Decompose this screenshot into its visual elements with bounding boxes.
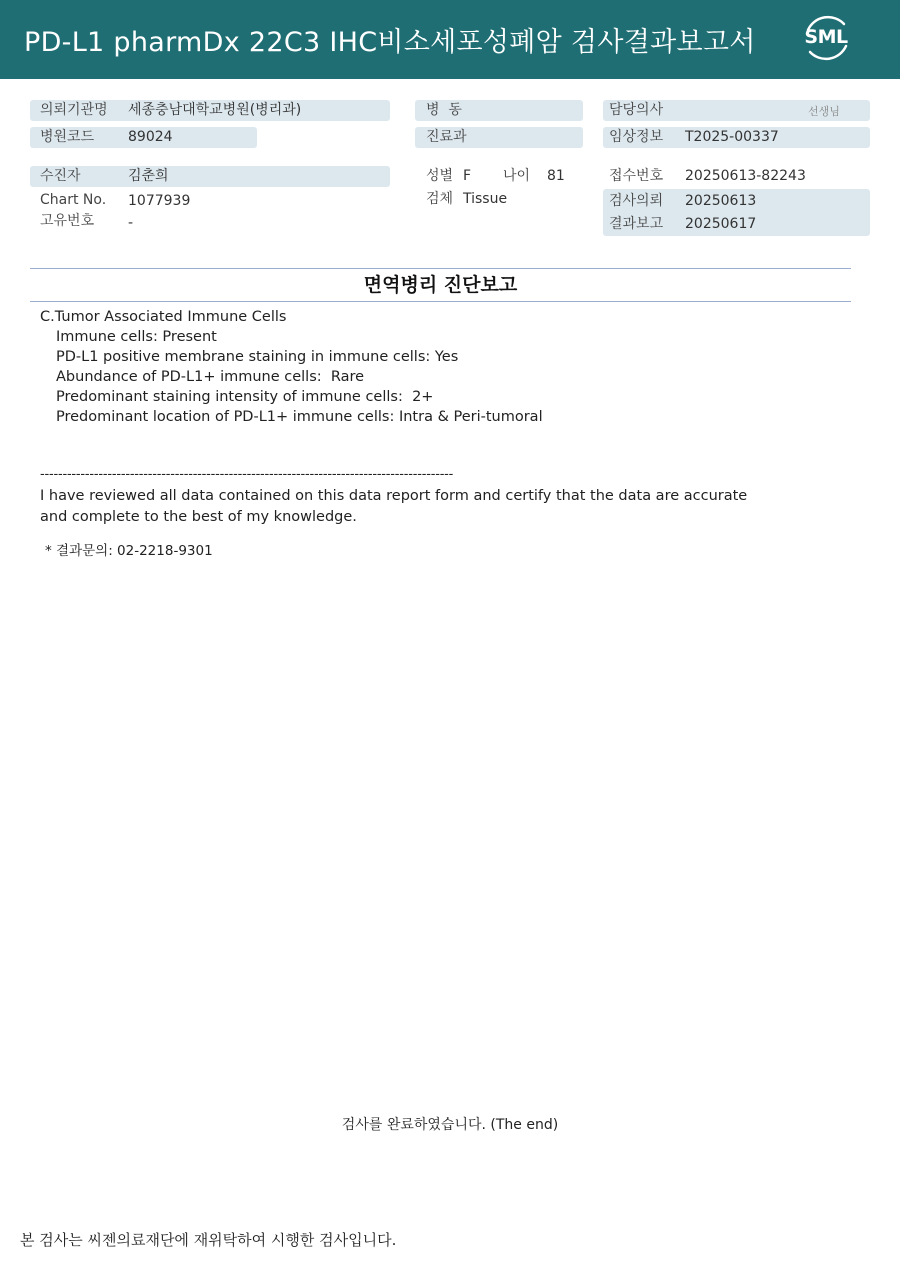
ward-label: 병 동 [426,102,462,118]
patient-value: 김춘희 [128,168,169,184]
institution-label: 의뢰기관명 [40,102,108,118]
sml-logo [800,12,852,64]
report-line: Abundance of PD-L1+ immune cells: Rare [56,369,365,385]
report-date-label: 결과보고 [609,216,664,232]
report-line: Predominant staining intensity of immune cells: 2+ [56,389,434,405]
report-date-value: 20250617 [685,216,757,232]
chart-no-value: 1077939 [128,193,191,209]
doctor-suffix: 선생님 [808,105,840,118]
sex-value: F [463,168,472,184]
clinical-info-value: T2025-00337 [685,129,779,145]
report-line: Immune cells: Present [56,329,217,345]
patient-label: 수진자 [40,168,81,184]
report-title: PD-L1 pharmDx 22C3 IHC비소세포성폐암 검사결과보고서 [24,27,756,58]
request-date-label: 검사의뢰 [609,193,664,209]
section-title: 면역병리 진단보고 [363,274,518,296]
clinical-info-label: 임상정보 [609,129,664,145]
receipt-no-value: 20250613-82243 [685,168,806,184]
doctor-label: 담당의사 [609,102,664,118]
report-heading-line: C.Tumor Associated Immune Cells [40,309,287,325]
age-value: 81 [547,168,565,184]
report-line: PD-L1 positive membrane staining in immune cells: Yes [56,349,459,365]
specimen-label: 검체 [426,191,454,207]
hospital-code-label: 병원코드 [40,129,95,145]
report-line: Predominant location of PD-L1+ immune cells: Intra & Peri-tumoral [56,409,543,425]
age-label: 나이 [503,168,531,184]
certify-line-1: I have reviewed all data contained on this data report form and certify that the data are accurate [40,488,748,504]
request-date-value: 20250613 [685,193,757,209]
sex-label: 성별 [426,168,454,184]
unique-no-value: - [128,215,134,231]
report-header [0,0,900,79]
divider-line: -------------------------------------------------------------------------------------------- [40,467,454,482]
logo-text: SML [804,26,848,48]
chart-no-label: Chart No. [40,192,107,208]
certify-line-2: and complete to the best of my knowledge. [40,509,357,525]
hospital-code-value: 89024 [128,129,173,145]
footer-note: 본 검사는 씨젠의료재단에 재위탁하여 시행한 검사입니다. [20,1231,397,1249]
contact-line: * 결과문의: 02-2218-9301 [45,543,213,559]
patient-pill [30,166,390,187]
section-top-rule [30,268,851,269]
specimen-value: Tissue [463,191,508,207]
section-bottom-rule [30,301,851,302]
receipt-no-label: 접수번호 [609,168,664,184]
end-text: 검사를 완료하였습니다. (The end) [341,1117,559,1133]
institution-value: 세종충남대학교병원(병리과) [128,102,302,118]
unique-no-label: 고유번호 [40,213,95,229]
department-label: 진료과 [426,129,467,145]
